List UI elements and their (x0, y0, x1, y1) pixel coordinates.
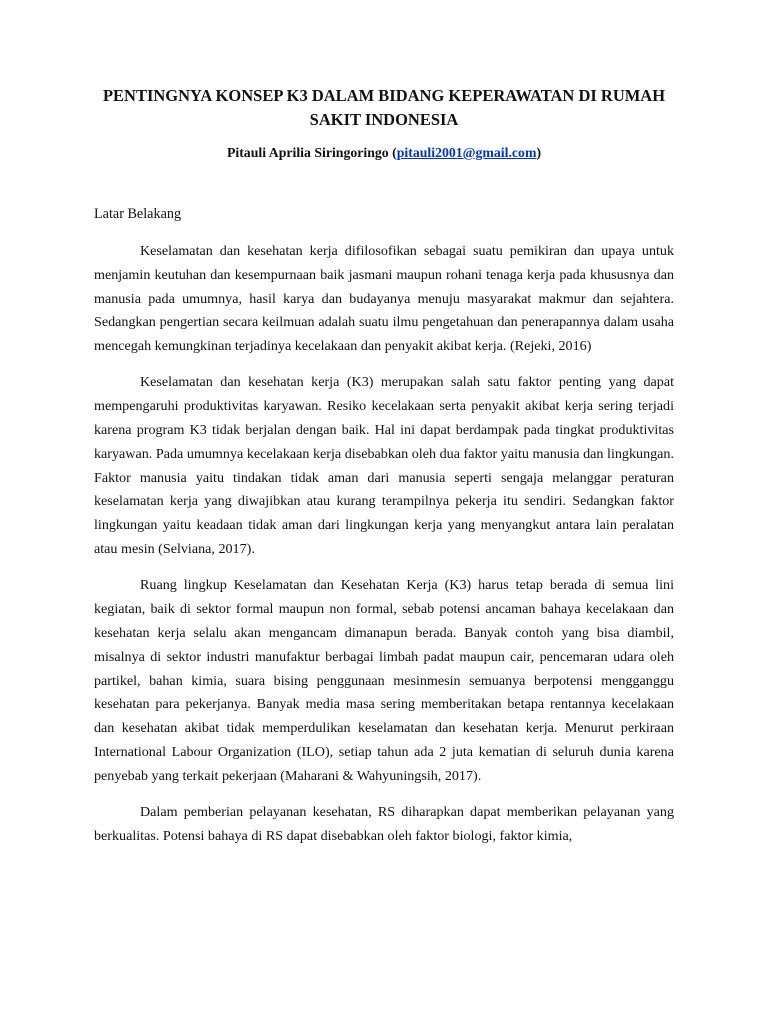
paragraph-1: Keselamatan dan kesehatan kerja difilosofikan sebagai suatu pemikiran dan upaya untuk menjamin keutuhan dan kesempurnaan baik jasmani maupun rohani tenaga kerja pada khususnya dan manusia pada umumnya, hasil karya dan budayanya menuju masyarakat makmur dan sejahtera. Sedangkan pengertian secara keilmuan adalah suatu ilmu pengetahuan dan penerapannya dalam usaha mencegah kemungkinan terjadinya kecelakaan dan penyakit akibat kerja. (Rejeki, 2016) (94, 243, 674, 355)
paragraph-3: Ruang lingkup Keselamatan dan Kesehatan Kerja (K3) harus tetap berada di semua lini kegiatan, baik di sektor formal maupun non formal, sebab potensi ancaman bahaya kecelakaan dan kesehatan kerja selalu akan mengancam dimanapun berada. Banyak contoh yang bisa diambil, misalnya di sektor industri manufaktur berbagai limbah padat maupun cair, pencemaran udara oleh partikel, bahan kimia, suara bising penggunaan mesinmesin semuanya berpotensi mengganggu kesehatan para pekerjanya. Banyak media masa sering memberitakan betapa rentannya kecelakaan dan kesehatan akibat tidak memperdulikan keselamatan dan kesehatan kerja. Menurut perkiraan International Labour Organization (ILO), setiap tahun ada 2 juta kematian di seluruh dunia karena penyebab yang terkait pekerjaan (Maharani & Wahyuningsih, 2017). (94, 577, 674, 784)
author-name: Pitauli Aprilia Siringoringo (226, 145, 389, 160)
section-heading: Latar Belakang (94, 206, 182, 222)
paragraph-2: Keselamatan dan kesehatan kerja (K3) merupakan salah satu faktor penting yang dapat mempengaruhi produktivitas karyawan. Resiko kecelakaan serta penyakit akibat kerja sering terjadi karena program K3 tidak berjalan dengan baik. Hal ini dapat berdampak pada tingkat produktivitas karyawan. Pada umumnya kecelakaan kerja disebabkan oleh dua faktor yaitu manusia dan lingkungan. Faktor manusia yaitu tindakan tidak aman dari manusia seperti sengaja melanggar peraturan keselamatan kerja yang diwajibkan atau kurang terampilnya pekerja itu sendiri. Sedangkan faktor lingkungan yaitu keadaan tidak aman dari lingkungan kerja yang menyangkut antara lain peralatan atau mesin (Selviana, 2017). (94, 374, 674, 558)
paragraph-4: Dalam pemberian pelayanan kesehatan, RS diharapkan dapat memberikan pelayanan yang berkualitas. Potensi bahaya di RS dapat disebabkan oleh faktor biologi, faktor kimia, (94, 804, 674, 844)
author-email-link[interactable]: pitauli2001@gmail.com (396, 145, 537, 160)
body-text (94, 240, 674, 861)
paper-title: PENTINGNYA KONSEP K3 DALAM BIDANG KEPERAWATAN DI RUMAH SAKIT INDONESIA (102, 86, 666, 129)
author-line: Pitauli Aprilia Siringoringo (pitauli2001@gmail.com) (226, 145, 542, 160)
